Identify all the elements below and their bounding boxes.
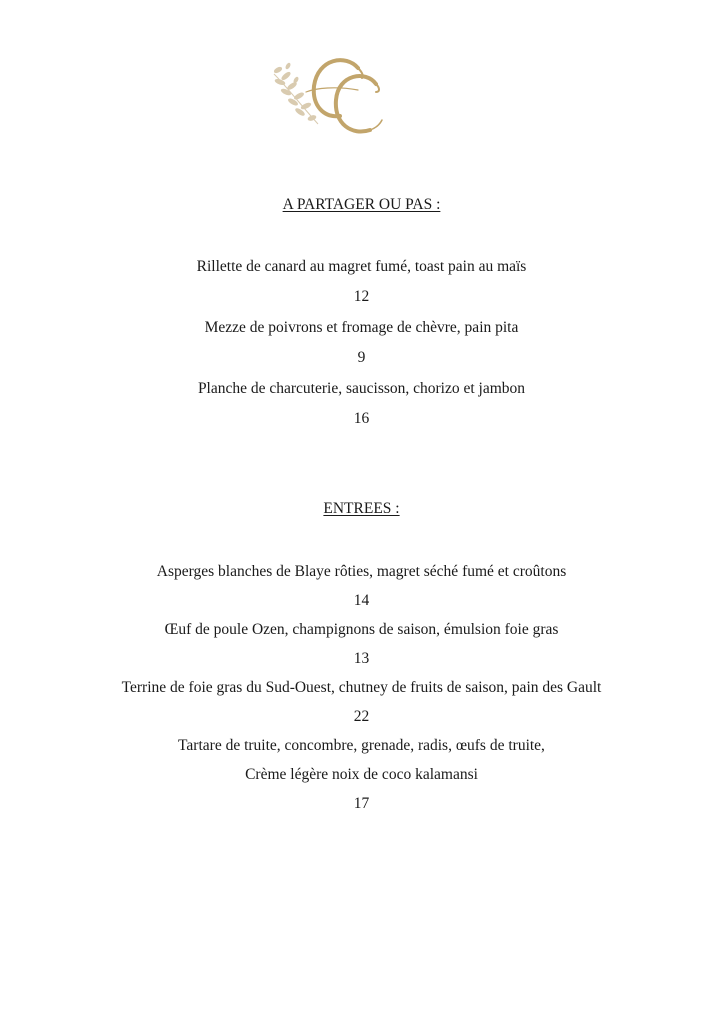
menu-item-name: Planche de charcuterie, saucisson, chorizo et jambon: [197, 380, 526, 397]
section-heading-entrees: ENTREES :: [323, 500, 400, 517]
menu-item-name-line2: Crème légère noix de coco kalamansi: [245, 766, 478, 783]
cc-monogram-logo: [266, 46, 390, 140]
menu-item-price: 14: [353, 592, 370, 609]
menu-item-price: 13: [353, 650, 370, 667]
menu-item-name: Œuf de poule Ozen, champignons de saison, émulsion foie gras: [164, 621, 559, 638]
menu-item-name: Mezze de poivrons et fromage de chèvre, pain pita: [204, 319, 519, 336]
section-heading-a-partager: A PARTAGER OU PAS :: [282, 196, 441, 213]
menu-item-name: Rillette de canard au magret fumé, toast pain au maïs: [196, 258, 527, 275]
cc-letters: [306, 60, 382, 131]
menu-item-price: 22: [353, 708, 370, 725]
menu-item-price: 12: [353, 288, 370, 305]
menu-item-price: 17: [353, 795, 370, 812]
menu-item-name: Tartare de truite, concombre, grenade, radis, œufs de truite,: [178, 737, 545, 754]
menu-item-name: Terrine de foie gras du Sud-Ouest, chutney de fruits de saison, pain des Gault: [121, 679, 602, 696]
menu-item-name: Asperges blanches de Blaye rôties, magret séché fumé et croûtons: [156, 563, 567, 580]
leaf-branch-icon: [274, 63, 318, 124]
menu-item-price: 16: [353, 410, 370, 427]
menu-item-price: 9: [357, 349, 366, 366]
